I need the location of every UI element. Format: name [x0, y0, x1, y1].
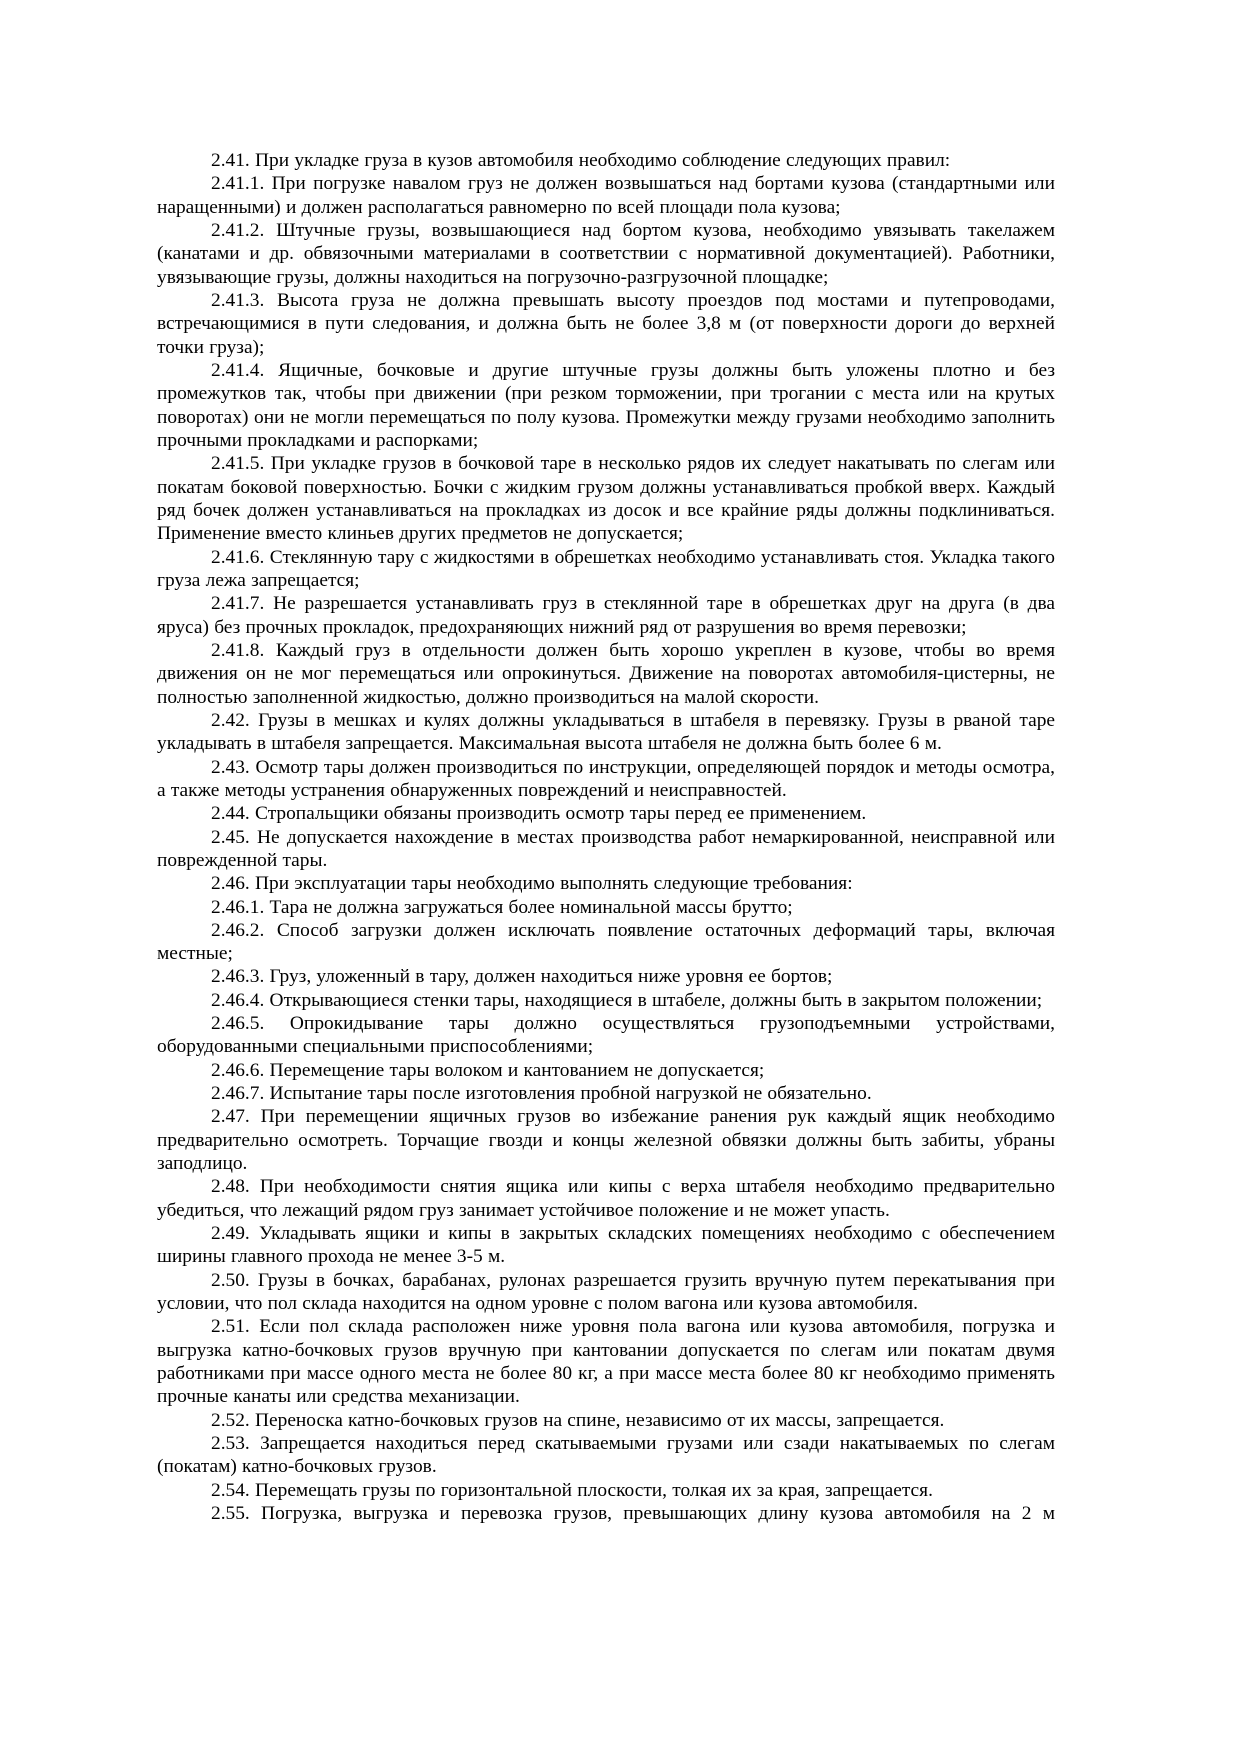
paragraph-2-41-5: 2.41.5. При укладке грузов в бочковой таре в несколько рядов их следует накатывать по слегам или покатам боковой поверхностью. Бочки с жидким грузом должны устанавливаться пробкой вверх. Каждый ряд бочек должен устанавливаться на прокладках из досок и все крайние ряды должны подклиниваться. Применение вместо клиньев других предметов не допускается;	[157, 453, 1055, 545]
paragraph-2-53: 2.53. Запрещается находиться перед скатываемыми грузами или сзади накатываемых по слегам (покатам) катно-бочковых грузов.	[157, 1433, 1055, 1478]
paragraph-2-41-2: 2.41.2. Штучные грузы, возвышающиеся над бортом кузова, необходимо увязывать такелажем (канатами и др. обвязочными материалами в соответствии с нормативной документацией). Работники, увязывающие грузы, должны находиться на погрузочно-разгрузочной площадке;	[157, 219, 1055, 288]
paragraph-2-52: 2.52. Переноска катно-бочковых грузов на спине, независимо от их массы, запрещается.	[211, 1409, 945, 1431]
paragraph-2-49: 2.49. Укладывать ящики и кипы в закрытых складских помещениях необходимо с обеспечением ширины главного прохода не менее 3-5 м.	[157, 1223, 1055, 1268]
paragraph-2-46-1: 2.46.1. Тара не должна загружаться более номинальной массы брутто;	[211, 896, 793, 918]
paragraph-2-46: 2.46. При эксплуатации тары необходимо выполнять следующие требования:	[211, 873, 853, 895]
paragraph-2-41-8: 2.41.8. Каждый груз в отдельности должен быть хорошо укреплен в кузове, чтобы во время движения он не мог перемещаться или опрокинуться. Движение на поворотах автомобиля-цистерны, не полностью заполненной жидкостью, должно производиться на малой скорости.	[157, 639, 1055, 708]
paragraph-2-47: 2.47. При перемещении ящичных грузов во избежание ранения рук каждый ящик необходимо предварительно осмотреть. Торчащие гвозди и концы железной обвязки должны быть забиты, убраны заподлицо.	[157, 1106, 1055, 1175]
document-paragraphs	[157, 149, 1055, 1525]
paragraph-2-43: 2.43. Осмотр тары должен производиться по инструкции, определяющей порядок и методы осмотра, а также методы устранения обнаруженных повреждений и неисправностей.	[157, 756, 1055, 801]
paragraph-2-46-7: 2.46.7. Испытание тары после изготовления пробной нагрузкой не обязательно.	[211, 1083, 872, 1105]
paragraph-2-51: 2.51. Если пол склада расположен ниже уровня пола вагона или кузова автомобиля, погрузка и выгрузка катно-бочковых грузов вручную при кантовании допускается по слегам или покатам двумя работниками при массе одного места не более 80 кг, а при массе места более 80 кг необходимо применять прочные канаты или средства механизации.	[157, 1316, 1055, 1408]
paragraph-2-50: 2.50. Грузы в бочках, барабанах, рулонах разрешается грузить вручную путем перекатывания при условии, что пол склада находится на одном уровне с полом вагона или кузова автомобиля.	[157, 1269, 1055, 1315]
paragraph-2-46-6: 2.46.6. Перемещение тары волоком и кантованием не допускается;	[211, 1059, 765, 1081]
paragraph-2-41: 2.41. При укладке груза в кузов автомобиля необходимо соблюдение следующих правил:	[211, 150, 951, 171]
paragraph-2-41-1: 2.41.1. При погрузке навалом груз не должен возвышаться над бортами кузова (стандартными или наращенными) и должен располагаться равномерно по всей площади пола кузова;	[157, 173, 1055, 218]
paragraph-2-54: 2.54. Перемещать грузы по горизонтальной плоскости, толкая их за края, запрещается.	[211, 1479, 933, 1501]
paragraph-2-48: 2.48. При необходимости снятия ящика или кипы с верха штабеля необходимо предварительно убедиться, что лежащий рядом груз занимает устойчивое положение и не может упасть.	[157, 1176, 1055, 1221]
paragraph-2-55: 2.55. Погрузка, выгрузка и перевозка грузов, превышающих длину кузова автомобиля на 2 м	[211, 1503, 1055, 1525]
paragraph-2-45: 2.45. Не допускается нахождение в местах производства работ немаркированной, неисправной или поврежденной тары.	[157, 826, 1055, 871]
paragraph-2-41-7: 2.41.7. Не разрешается устанавливать груз в стеклянной таре в обрешетках друг на друга (в два яруса) без прочных прокладок, предохраняющих нижний ряд от разрушения во время перевозки;	[157, 593, 1055, 638]
paragraph-2-42: 2.42. Грузы в мешках и кулях должны укладываться в штабеля в перевязку. Грузы в рваной таре укладывать в штабеля запрещается. Максимальная высота штабеля не должна быть более 6 м.	[157, 709, 1055, 755]
paragraph-2-46-5: 2.46.5. Опрокидывание тары должно осуществляться грузоподъемными устройствами, оборудованными специальными приспособлениями;	[157, 1013, 1055, 1058]
paragraph-2-46-3: 2.46.3. Груз, уложенный в тару, должен находиться ниже уровня ее бортов;	[211, 966, 833, 988]
paragraph-2-41-6: 2.41.6. Стеклянную тару с жидкостями в обрешетках необходимо устанавливать стоя. Укладка такого груза лежа запрещается;	[157, 546, 1055, 591]
paragraph-2-44: 2.44. Стропальщики обязаны производить осмотр тары перед ее применением.	[211, 803, 867, 825]
paragraph-2-41-4: 2.41.4. Ящичные, бочковые и другие штучные грузы должны быть уложены плотно и без промежутков так, чтобы при движении (при резком торможении, при трогании с места или на крутых поворотах) они не могли перемещаться по полу кузова. Промежутки между грузами необходимо заполнить прочными прокладками и распорками;	[157, 359, 1055, 451]
paragraph-2-46-4: 2.46.4. Открывающиеся стенки тары, находящиеся в штабеле, должны быть в закрытом положении;	[211, 989, 1043, 1011]
paragraph-2-46-2: 2.46.2. Способ загрузки должен исключать появление остаточных деформаций тары, включая местные;	[157, 919, 1055, 965]
paragraph-2-41-3: 2.41.3. Высота груза не должна превышать высоту проездов под мостами и путепроводами, встречающимися в пути следования, и должна быть не более 3,8 м (от поверхности дороги до верхней точки груза);	[157, 289, 1055, 358]
